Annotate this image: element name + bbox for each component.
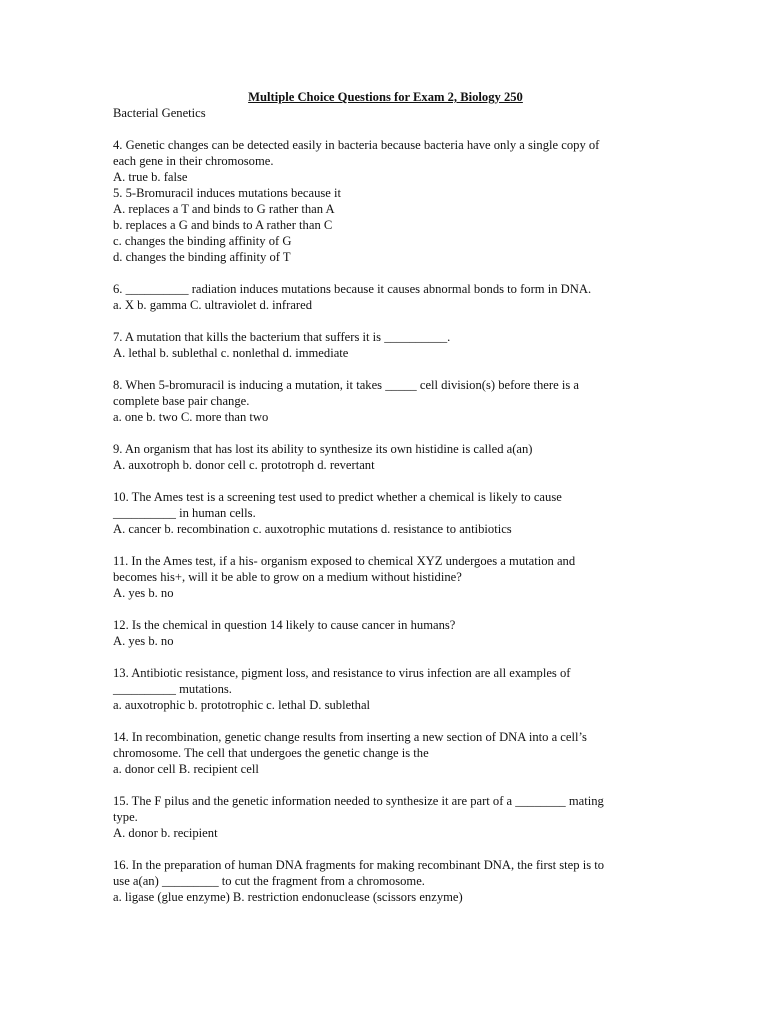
- question-line: a. X b. gamma C. ultraviolet d. infrared: [113, 298, 312, 312]
- question-block: [113, 441, 658, 473]
- question-block: [113, 793, 658, 841]
- question-block: [113, 617, 658, 649]
- page-title: Multiple Choice Questions for Exam 2, Biology 250: [248, 90, 523, 104]
- question-line: d. changes the binding affinity of T: [113, 250, 291, 264]
- question-line: A. lethal b. sublethal c. nonlethal d. immediate: [113, 346, 349, 360]
- question-line: type.: [113, 810, 138, 824]
- question-block: [113, 377, 658, 425]
- question-line: b. replaces a G and binds to A rather than C: [113, 218, 333, 232]
- question-text: 4. Genetic changes can be detected easily in bacteria because bacteria have only a single copy of: [113, 138, 600, 152]
- question-text: 15. The F pilus and the genetic information needed to synthesize it are part of a ________ mating: [113, 794, 604, 808]
- question-block: [113, 281, 658, 313]
- question-line: A. true b. false: [113, 170, 188, 184]
- question-line: A. yes b. no: [113, 634, 174, 648]
- section-heading: Bacterial Genetics: [113, 106, 206, 120]
- question-block: [113, 137, 658, 185]
- question-line: each gene in their chromosome.: [113, 154, 274, 168]
- question-text: 13. Antibiotic resistance, pigment loss, and resistance to virus infection are all examples of: [113, 666, 571, 680]
- question-line: a. donor cell B. recipient cell: [113, 762, 259, 776]
- question-block: [113, 489, 658, 537]
- question-block: [113, 329, 658, 361]
- question-text: 11. In the Ames test, if a his- organism exposed to chemical XYZ undergoes a mutation and: [113, 554, 576, 568]
- question-line: A. yes b. no: [113, 586, 174, 600]
- question-line: a. auxotrophic b. prototrophic c. lethal D. sublethal: [113, 698, 371, 712]
- question-line: complete base pair change.: [113, 394, 250, 408]
- question-block: [113, 665, 658, 713]
- question-text: 14. In recombination, genetic change results from inserting a new section of DNA into a cell’s: [113, 730, 587, 744]
- question-line: A. cancer b. recombination c. auxotrophic mutations d. resistance to antibiotics: [113, 522, 512, 536]
- question-line: a. ligase (glue enzyme) B. restriction endonuclease (scissors enzyme): [113, 890, 463, 904]
- question-text: 7. A mutation that kills the bacterium that suffers it is __________.: [113, 330, 451, 344]
- question-text: 5. 5-Bromuracil induces mutations because it: [113, 186, 342, 200]
- question-line: A. replaces a T and binds to G rather than A: [113, 202, 335, 216]
- question-block: [113, 857, 658, 905]
- question-line: becomes his+, will it be able to grow on a medium without histidine?: [113, 570, 462, 584]
- question-line: __________ in human cells.: [113, 506, 256, 520]
- question-line: A. auxotroph b. donor cell c. prototroph d. revertant: [113, 458, 375, 472]
- question-line: chromosome. The cell that undergoes the genetic change is the: [113, 746, 429, 760]
- question-text: 6. __________ radiation induces mutations because it causes abnormal bonds to form in DNA.: [113, 282, 592, 296]
- question-list: [113, 137, 658, 905]
- question-line: c. changes the binding affinity of G: [113, 234, 292, 248]
- question-block: [113, 185, 658, 265]
- question-block: [113, 729, 658, 777]
- question-text: 12. Is the chemical in question 14 likely to cause cancer in humans?: [113, 618, 456, 632]
- question-text: 9. An organism that has lost its ability to synthesize its own histidine is called a(an): [113, 442, 533, 456]
- question-line: a. one b. two C. more than two: [113, 410, 269, 424]
- question-block: [113, 553, 658, 601]
- question-text: 10. The Ames test is a screening test used to predict whether a chemical is likely to cause: [113, 490, 562, 504]
- question-text: 8. When 5-bromuracil is inducing a mutation, it takes _____ cell division(s) before there is a: [113, 378, 579, 392]
- question-line: A. donor b. recipient: [113, 826, 218, 840]
- document-page: [113, 89, 658, 905]
- question-text: 16. In the preparation of human DNA fragments for making recombinant DNA, the first step is to: [113, 858, 605, 872]
- question-line: use a(an) _________ to cut the fragment from a chromosome.: [113, 874, 425, 888]
- question-line: __________ mutations.: [113, 682, 232, 696]
